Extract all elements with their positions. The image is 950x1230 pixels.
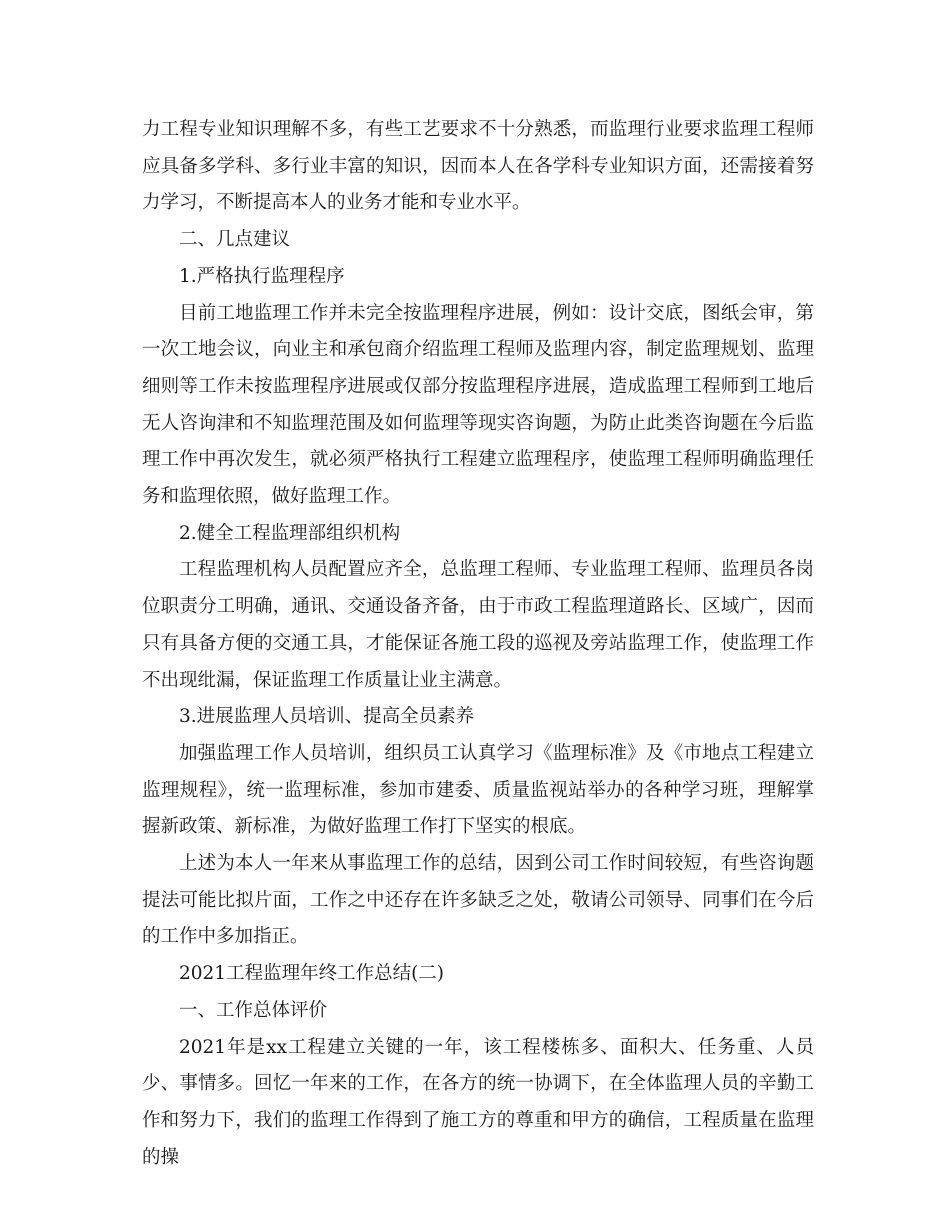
document-body	[142, 112, 814, 1176]
paragraph: 2021年是xx工程建立关键的一年，该工程楼栋多、面积大、任务重、人员少、事情多。回忆一年来的工作，在各方的统一协调下，在全体监理人员的辛勤工作和努力下，我们的监理工作得到了施工方的尊重和甲方的确信，工程质量在监理的操	[142, 1036, 814, 1168]
subheading-2: 2.健全工程监理部组织机构	[179, 522, 401, 544]
paragraph: 上述为本人一年来从事监理工作的总结，因到公司工作时间较短，有些咨询题提法可能比拟片面，工作之中还存在许多缺乏之处，敬请公司领导、同事们在今后的工作中多加指正。	[142, 853, 814, 948]
paragraph: 工程监理机构人员配置应齐全，总监理工程师、专业监理工程师、监理员各岗位职责分工明确，通讯、交通设备齐备，由于市政工程监理道路长、区域广，因而只有具备方便的交通工具，才能保证各施工段的巡视及旁站监理工作，使监理工作不出现纰漏，保证监理工作质量让业主满意。	[142, 559, 814, 691]
subheading-3: 3.进展监理人员培训、提高全员素养	[179, 706, 475, 728]
section-heading-overall-evaluation: 一、工作总体评价	[179, 999, 328, 1021]
paragraph-continuation: 力工程专业知识理解不多，有些工艺要求不十分熟悉，而监理行业要求监理工程师应具备多学科、多行业丰富的知识，因而本人在各学科专业知识方面，还需接着努力学习，不断提高本人的业务才能和专业水平。	[142, 119, 814, 214]
paragraph: 目前工地监理工作并未完全按监理程序进展，例如：设计交底，图纸会审，第一次工地会议，向业主和承包商介绍监理工程师及监理内容，制定监理规划、监理细则等工作未按监理程序进展或仅部分按监理程序进展，造成监理工程师到工地后无人咨询津和不知监理范围及如何监理等现实咨询题，为防止此类咨询题在今后监理工作中再次发生，就必须严格执行工程建立监理程序，使监理工程师明确监理任务和监理依照，做好监理工作。	[142, 302, 814, 508]
subheading-1: 1.严格执行监理程序	[179, 265, 345, 287]
section-heading-suggestions: 二、几点建议	[179, 229, 291, 251]
paragraph: 加强监理工作人员培训，组织员工认真学习《监理标准》及《市地点工程建立监理规程》，统一监理标准，参加市建委、质量监视站举办的各种学习班，理解掌握新政策、新标准，为做好监理工作打下坚实的根底。	[142, 742, 814, 838]
document-title-part-2: 2021工程监理年终工作总结(二)	[179, 963, 445, 985]
